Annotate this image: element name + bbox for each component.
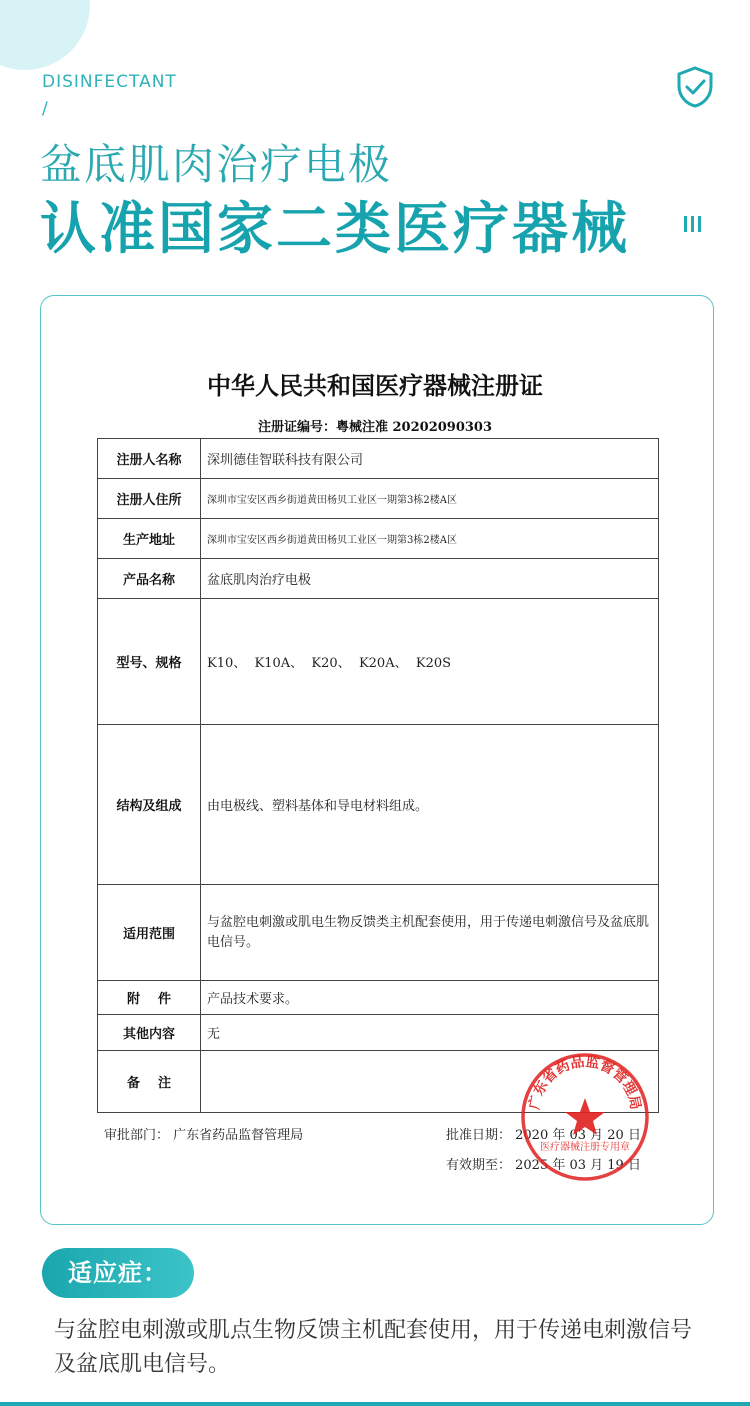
row-value: 盆底肌肉治疗电极 [201,559,659,599]
table-row [98,725,659,885]
shield-check-icon [676,66,714,108]
table-row [98,599,659,725]
row-value: 与盆腔电刺激或肌电生物反馈类主机配套使用，用于传递电刺激信号及盆底肌电信号。 [201,885,659,981]
row-label: 其他内容 [98,1015,201,1051]
corner-decoration [0,0,90,70]
table-row [98,519,659,559]
kicker-slash: / [42,99,48,119]
row-value: 深圳德佳智联科技有限公司 [201,439,659,479]
row-label: 注册人住所 [98,479,201,519]
row-label: 型号、规格 [98,599,201,725]
row-label: 备 注 [98,1051,201,1113]
bottom-divider [0,1402,750,1406]
row-label: 结构及组成 [98,725,201,885]
kicker-text: DISINFECTANT [42,72,177,92]
approver-text: 审批部门： 广东省药品监督管理局 [104,1128,304,1143]
row-value: 深圳市宝安区西乡街道黄田杨贝工业区一期第3栋2楼A区 [201,479,659,519]
table-row [98,981,659,1015]
page-subtitle: 盆底肌肉治疗电极 [40,140,393,189]
approve-date: 批准日期： 2020 年 03 月 20 日 [446,1128,641,1143]
row-label: 生产地址 [98,519,201,559]
table-row [98,885,659,981]
table-row [98,1015,659,1051]
seal-subtext: 医疗器械注册专用章 [540,1142,630,1153]
row-value: K10、 K10A、 K20、 K20A、 K20S [201,599,659,725]
page-title: 认准国家二类医疗器械 [40,197,630,262]
row-value: 产品技术要求。 [201,981,659,1015]
row-label: 附 件 [98,981,201,1015]
certificate-title: 中华人民共和国医疗器械注册证 [207,371,543,400]
row-label: 注册人名称 [98,439,201,479]
row-label: 适用范围 [98,885,201,981]
official-seal [518,1050,652,1184]
row-value: 无 [201,1015,659,1051]
valid-date: 有效期至： 2025 年 03 月 19 日 [446,1158,641,1173]
table-row [98,559,659,599]
bars-decoration [684,216,708,232]
row-label: 产品名称 [98,559,201,599]
indication-text: 与盆腔电刺激或肌点生物反馈主机配套使用，用于传递电刺激信号及盆底肌电信号。 [54,1318,693,1377]
seal-text: 广东省药品监督管理局 [526,1054,644,1112]
certificate-number: 注册证编号：粤械注准 20202090303 [257,420,493,435]
table-row [98,479,659,519]
indication-label: 适应症： [42,1248,194,1298]
certificate-table [97,438,659,1113]
row-value: 由电极线、塑料基体和导电材料组成。 [201,725,659,885]
table-row [98,439,659,479]
row-value: 深圳市宝安区西乡街道黄田杨贝工业区一期第3栋2楼A区 [201,519,659,559]
